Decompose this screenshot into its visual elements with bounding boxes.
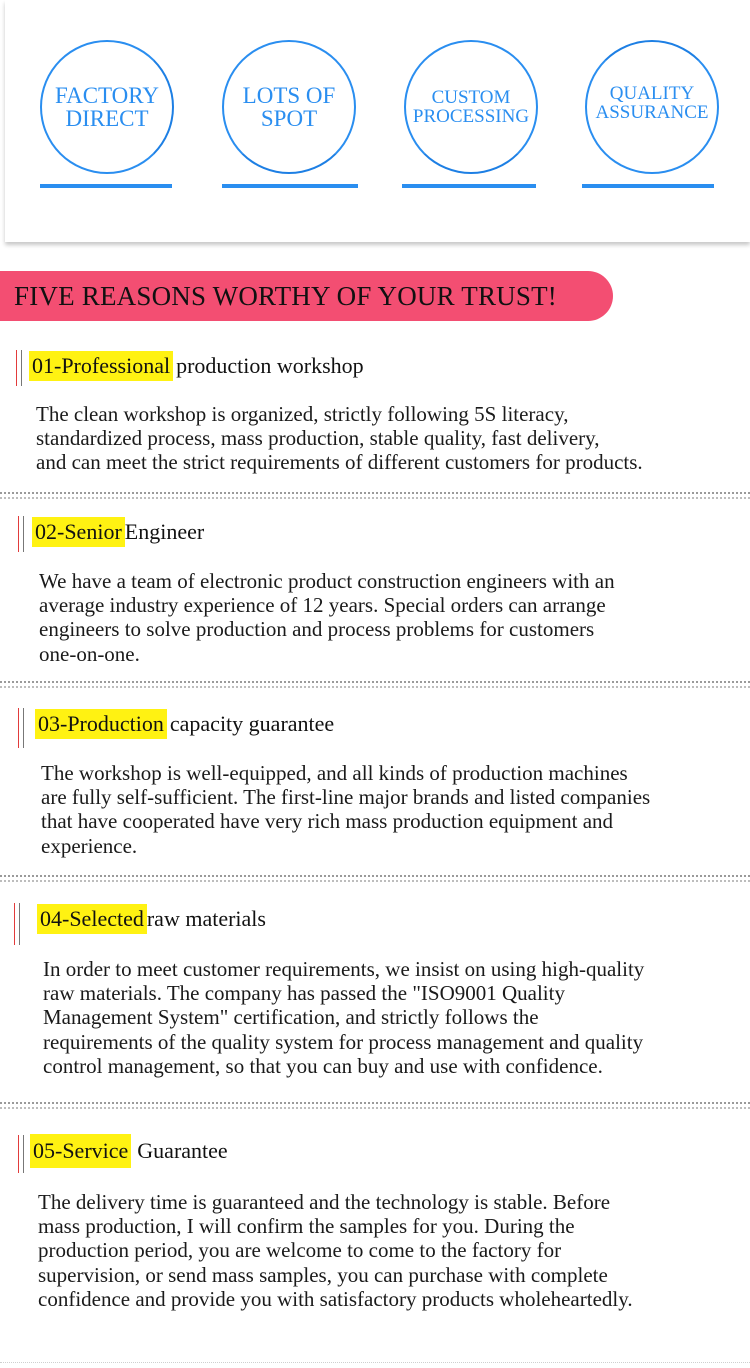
features-panel — [5, 0, 750, 242]
divider-bars-icon — [18, 708, 24, 748]
reason-body: The delivery time is guaranteed and the technology is stable. Before mass production, I will confirm the samples for you. During the production period, you are welcome to come to the factory for supervision, or send mass samples, you can purchase with complete confidence and provide you with satisfactory products wholeheartedly. — [38, 1190, 633, 1311]
reason-heading — [35, 708, 334, 740]
dotted-divider — [0, 497, 750, 499]
reason-heading-rest: capacity guarantee — [169, 711, 335, 736]
reason-heading — [29, 350, 364, 382]
divider-bars-icon — [16, 350, 22, 386]
section-title: FIVE REASONS WORTHY OF YOUR TRUST! — [14, 280, 557, 311]
dotted-divider — [0, 492, 750, 494]
bottom-divider — [0, 1362, 750, 1363]
dotted-divider — [0, 1102, 750, 1104]
badge-label: FACTORY DIRECT — [55, 83, 159, 131]
reason-body: The clean workshop is organized, strictly following 5S literacy, standardized process, mass production, stable quality, fast delivery, and can meet the strict requirements of different customers for products. — [36, 402, 643, 475]
reason-highlight: 05-Service — [30, 1134, 131, 1168]
reason-body: In order to meet customer requirements, we insist on using high-quality raw materials. The company has passed the "ISO9001 Quality Management System" certification, and strictly follows the requirements of the quality system for process management and quality control management, so that you can buy and use with confidence. — [43, 957, 645, 1078]
divider-bars-icon — [18, 516, 24, 552]
dotted-divider — [0, 875, 750, 877]
badge-underline — [402, 184, 536, 188]
badge-underline — [40, 184, 172, 188]
reason-heading — [30, 1135, 228, 1167]
badge-label: CUSTOM PROCESSING — [412, 87, 530, 127]
badge-label: QUALITY ASSURANCE — [595, 83, 709, 123]
dotted-divider — [0, 686, 750, 688]
reason-highlight: 04-Selected — [37, 904, 147, 934]
dotted-divider — [0, 681, 750, 683]
reason-body: The workshop is well-equipped, and all kinds of production machines are fully self-sufficient. The first-line major brands and listed companies that have cooperated have very rich mass production equipment and experience. — [41, 761, 651, 858]
dotted-divider — [0, 1107, 750, 1109]
reason-body: We have a team of electronic product construction engineers with an average industry experience of 12 years. Special orders can arrange engineers to solve production and process problems for customers one-on-one. — [39, 569, 615, 666]
reason-highlight: 02-Senior — [32, 517, 125, 547]
divider-bars-icon — [18, 1135, 24, 1173]
reason-heading-rest: raw materials — [146, 906, 266, 931]
badge-label: LOTS OF SPOT — [242, 83, 336, 131]
reason-heading — [37, 903, 266, 935]
reason-heading-rest: Engineer — [124, 519, 205, 544]
reason-heading-rest: Guarantee — [137, 1138, 228, 1163]
badge-underline — [582, 184, 714, 188]
dotted-divider — [0, 880, 750, 882]
badge-underline — [222, 184, 358, 188]
reason-highlight: 01-Professional — [29, 351, 173, 381]
reason-highlight: 03-Production — [35, 709, 167, 739]
title-ribbon — [0, 271, 613, 321]
divider-bars-icon — [14, 903, 20, 945]
reason-heading-rest: production workshop — [176, 353, 364, 378]
reason-heading — [32, 516, 204, 548]
